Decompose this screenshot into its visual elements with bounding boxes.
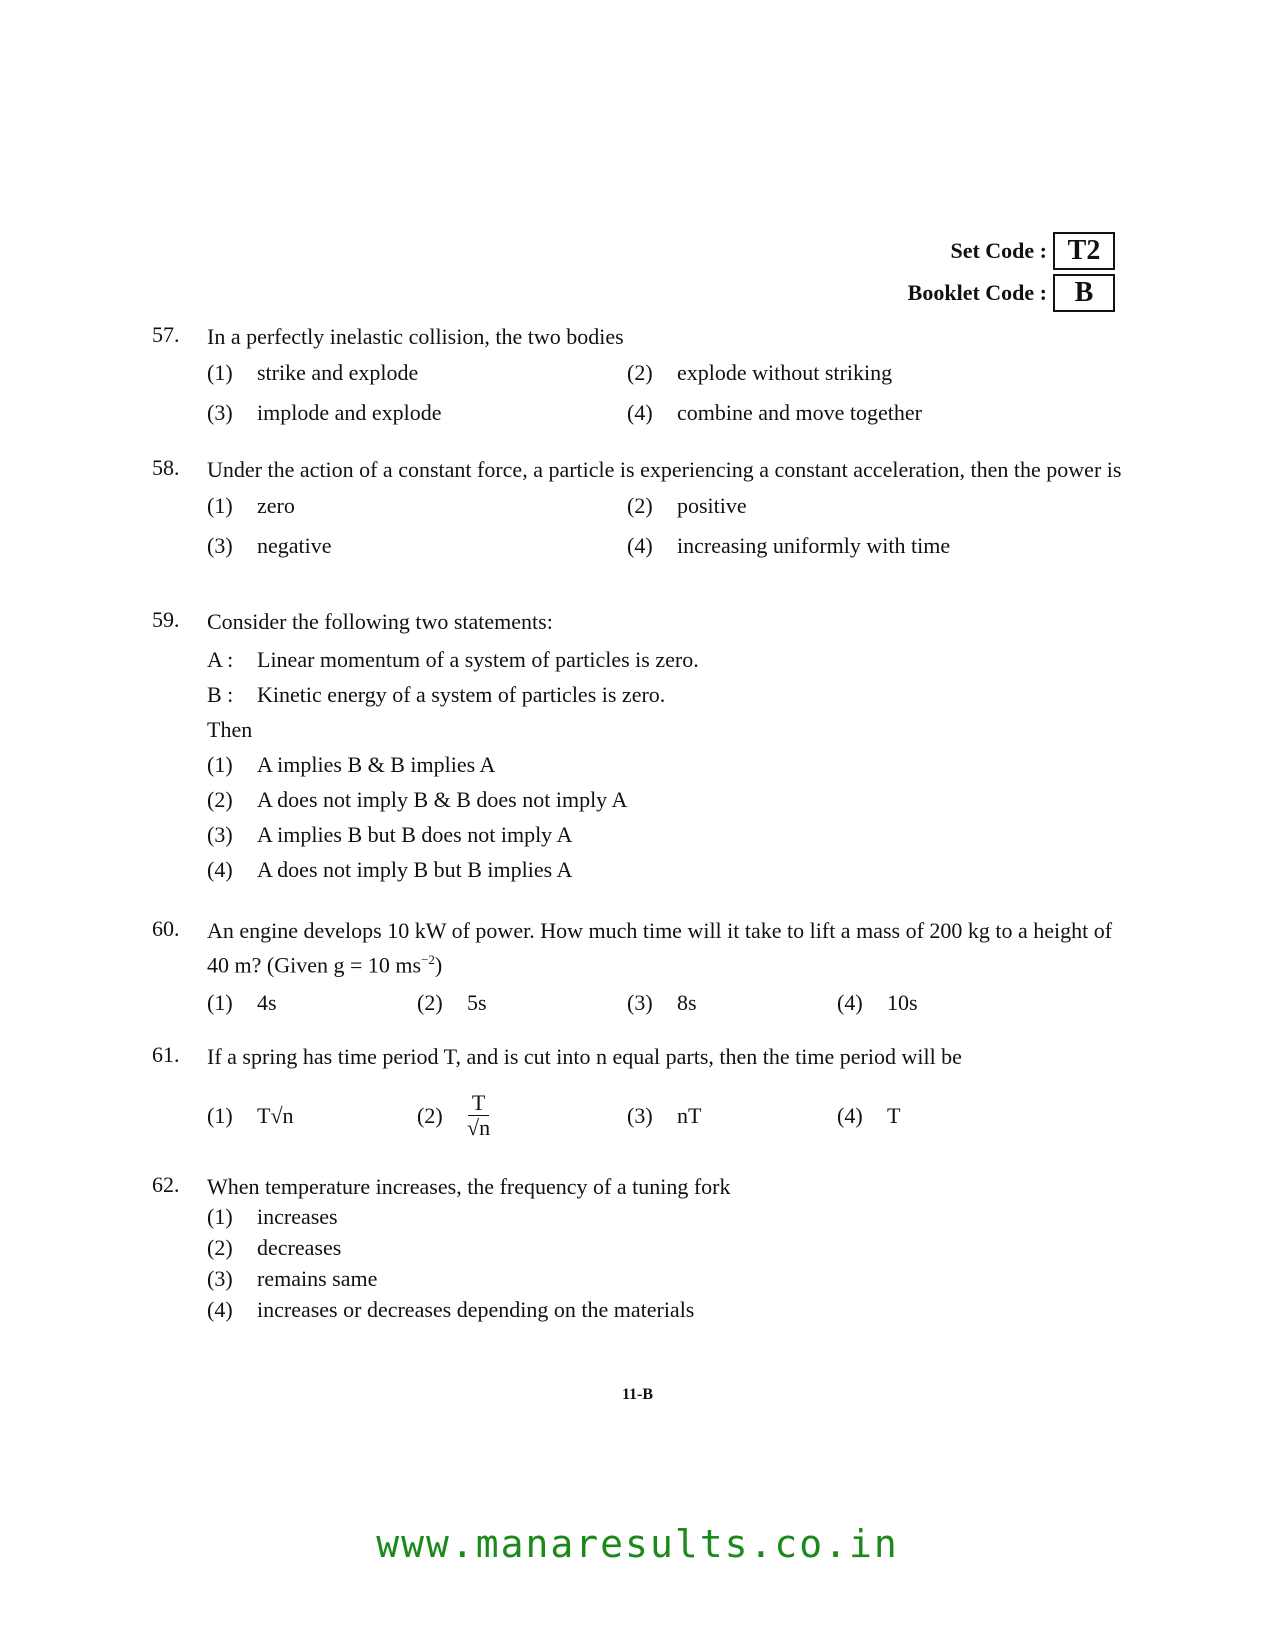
question-text: When temperature increases, the frequency of a tuning fork	[207, 1174, 731, 1199]
option-number: (4)	[207, 1297, 233, 1322]
option-4	[207, 852, 1122, 887]
option-number: (3)	[207, 822, 233, 847]
website-url[interactable]: www.manaresults.co.in	[376, 1522, 899, 1566]
question-text: If a spring has time period T, and is cut into n equal parts, then the time period will be	[207, 1044, 962, 1069]
option-text: positive	[677, 493, 747, 518]
option-1	[207, 357, 627, 389]
option-number: (3)	[627, 990, 653, 1016]
question-text-end: )	[434, 952, 443, 978]
statement-b	[207, 677, 1122, 712]
question-text	[207, 916, 1122, 979]
option-4	[837, 1100, 1047, 1132]
option-text: remains same	[257, 1266, 378, 1291]
option-number: (4)	[207, 857, 233, 882]
option-2	[207, 1232, 1122, 1263]
option-3	[207, 530, 627, 562]
option-number: (4)	[837, 990, 863, 1016]
option-text: A implies B but B does not imply A	[257, 822, 573, 847]
question-58	[152, 455, 1122, 562]
statement-a	[207, 642, 1122, 677]
question-text-superscript: −2	[421, 952, 435, 967]
option-3	[207, 1263, 1122, 1294]
exam-codes	[908, 232, 1115, 316]
option-text: negative	[257, 533, 332, 558]
set-code-row	[908, 232, 1115, 270]
page-number: 11-B	[621, 1386, 654, 1403]
options	[207, 1201, 1122, 1325]
option-number: (2)	[207, 1235, 233, 1260]
option-number: (4)	[627, 533, 653, 558]
option-2	[417, 987, 627, 1019]
question-number: 61.	[152, 1042, 180, 1067]
option-1	[207, 490, 627, 522]
option-2	[627, 490, 1047, 522]
option-3	[207, 817, 1122, 852]
option-number: (3)	[207, 533, 233, 558]
question-text: Under the action of a constant force, a particle is experiencing a constant acceleration, then the power is	[207, 457, 1122, 482]
option-3	[627, 1100, 837, 1132]
option-text: implode and explode	[257, 400, 442, 425]
option-4	[207, 1294, 1122, 1325]
option-text: T	[887, 1102, 901, 1128]
question-62	[152, 1172, 1122, 1325]
option-number: (2)	[627, 493, 653, 518]
question-number: 59.	[152, 607, 180, 632]
statement-text: Kinetic energy of a system of particles is zero.	[257, 682, 666, 707]
option-text: decreases	[257, 1235, 342, 1260]
option-4	[627, 397, 1047, 429]
option-number: (3)	[627, 1102, 653, 1128]
option-3	[207, 397, 627, 429]
option-text: zero	[257, 493, 295, 518]
option-number: (2)	[417, 1102, 443, 1128]
question-59	[152, 607, 1122, 887]
option-3	[627, 987, 837, 1019]
option-text: strike and explode	[257, 360, 419, 385]
statement-label: A :	[207, 647, 234, 672]
question-number: 58.	[152, 455, 180, 480]
option-number: (1)	[207, 493, 233, 518]
set-code-value: T2	[1053, 232, 1115, 270]
statements	[207, 642, 1122, 887]
option-text: nT	[677, 1102, 702, 1128]
question-57	[152, 322, 1122, 429]
option-4	[627, 530, 1047, 562]
option-text: combine and move together	[677, 400, 922, 425]
option-number: (3)	[207, 400, 233, 425]
option-number: (2)	[207, 787, 233, 812]
options	[207, 987, 1122, 1019]
statement-text: Linear momentum of a system of particles is zero.	[257, 647, 699, 672]
option-1	[207, 1100, 417, 1132]
question-text-main: An engine develops 10 kW of power. How much time will it take to lift a mass of 200 kg to a height of 40 m? (Given g = 10 ms	[207, 918, 1113, 978]
option-text: 4s	[257, 990, 277, 1016]
then-label: Then	[207, 717, 253, 742]
options	[207, 490, 1122, 562]
booklet-code-value: B	[1053, 274, 1115, 312]
option-text: A does not imply B & B does not imply A	[257, 787, 628, 812]
option-text: A implies B & B implies A	[257, 752, 496, 777]
option-text: 5s	[467, 990, 487, 1016]
booklet-code-row	[908, 274, 1115, 312]
option-text: explode without striking	[677, 360, 893, 385]
option-number: (4)	[837, 1102, 863, 1128]
option-number: (3)	[207, 1266, 233, 1291]
option-number: (1)	[207, 1102, 233, 1128]
fraction-numerator: T	[468, 1091, 489, 1116]
options	[207, 357, 1122, 429]
option-text: 8s	[677, 990, 697, 1016]
option-number: (1)	[207, 752, 233, 777]
fraction-denominator: √n	[467, 1115, 491, 1140]
option-text: increases	[257, 1204, 338, 1229]
option-text: increases or decreases depending on the materials	[257, 1297, 695, 1322]
question-number: 57.	[152, 322, 180, 347]
question-number: 60.	[152, 916, 180, 941]
option-number: (2)	[417, 990, 443, 1016]
option-text: increasing uniformly with time	[677, 533, 951, 558]
option-2	[207, 782, 1122, 817]
fraction	[467, 1091, 490, 1140]
option-number: (4)	[627, 400, 653, 425]
option-text: T√n	[257, 1102, 294, 1128]
option-1	[207, 987, 417, 1019]
option-2	[627, 357, 1047, 389]
option-1	[207, 747, 1122, 782]
options	[207, 1091, 1122, 1140]
option-number: (1)	[207, 990, 233, 1016]
set-code-label: Set Code :	[950, 238, 1047, 263]
question-text: In a perfectly inelastic collision, the two bodies	[207, 324, 624, 349]
booklet-code-label: Booklet Code :	[907, 280, 1047, 305]
option-text: 10s	[887, 990, 918, 1016]
question-text: Consider the following two statements:	[207, 609, 553, 634]
option-number: (2)	[627, 360, 653, 385]
question-61	[152, 1042, 1122, 1140]
option-number: (1)	[207, 360, 233, 385]
question-number: 62.	[152, 1172, 180, 1197]
option-number: (1)	[207, 1204, 233, 1229]
question-60	[152, 916, 1122, 1019]
option-1	[207, 1201, 1122, 1232]
option-text: A does not imply B but B implies A	[257, 857, 573, 882]
statement-label: B :	[207, 682, 234, 707]
option-2	[417, 1091, 627, 1140]
option-4	[837, 987, 1047, 1019]
